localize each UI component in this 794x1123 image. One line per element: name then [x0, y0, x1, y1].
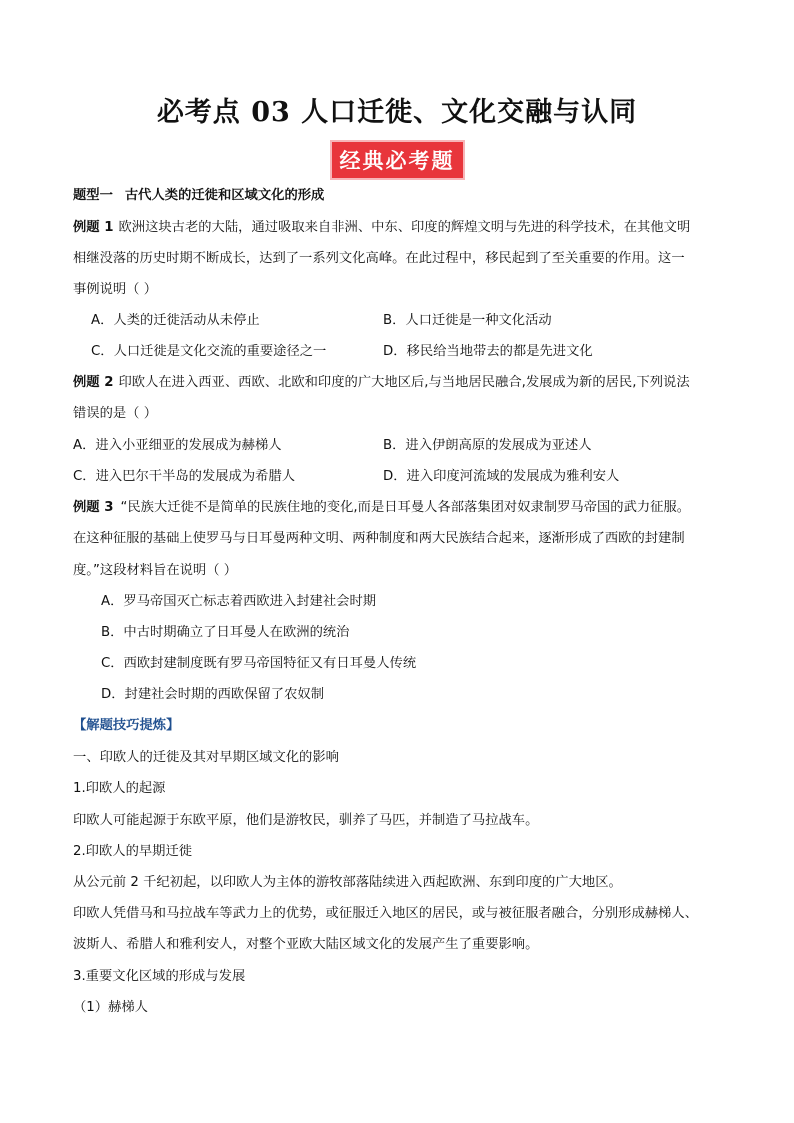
badge-container [0, 142, 794, 178]
q1-option-c: C．人口迁徙是文化交流的重要途径之一 [91, 344, 327, 359]
classic-question-badge: 经典必考题 [332, 142, 463, 178]
section-heading [73, 187, 324, 205]
tips-subheading-2: 2.印欧人的早期迁徙 [73, 844, 193, 859]
tips-heading: 【解题技巧提炼】 [73, 718, 180, 733]
tips-paragraph-3b: 波斯人、希腊人和雅利安人，对整个亚欧大陆区域文化的发展产生了重要影响。 [73, 937, 539, 952]
tips-heading-1: 一、印欧人的迁徙及其对早期区域文化的影响 [73, 750, 339, 765]
q1-line1 [73, 219, 690, 237]
q2-option-d: D．进入印度河流域的发展成为雅利安人 [383, 469, 620, 484]
q2-line1 [73, 374, 690, 392]
q3-line1 [73, 499, 690, 517]
q3-label: 例题 3 [73, 500, 114, 515]
q2-line2: 错误的是（ ） [73, 406, 158, 421]
q3-option-d: D．封建社会时期的西欧保留了农奴制 [101, 687, 324, 702]
q3-option-a: A．罗马帝国灭亡标志着西欧进入封建社会时期 [101, 594, 377, 609]
q1-option-b: B．人口迁徙是一种文化活动 [383, 313, 552, 328]
tips-subheading-3: 3.重要文化区域的形成与发展 [73, 969, 246, 984]
tips-paragraph-1: 印欧人可能起源于东欧平原，他们是游牧民，驯养了马匹，并制造了马拉战车。 [73, 813, 539, 828]
q3-option-b: B．中古时期确立了日耳曼人在欧洲的统治 [101, 625, 350, 640]
q1-option-d: D．移民给当地带去的都是先进文化 [383, 344, 593, 359]
q1-line2: 相继没落的历史时期不断成长，达到了一系列文化高峰。在此过程中，移民起到了至关重要的作用。这一 [73, 251, 685, 266]
q2-text-1: 印欧人在进入西亚、西欧、北欧和印度的广大地区后,与当地居民融合,发展成为新的居民,下列说法 [118, 375, 690, 390]
q3-option-c: C．西欧封建制度既有罗马帝国特征又有日耳曼人传统 [101, 656, 417, 671]
q3-line3: 度。”这段材料旨在说明（ ） [73, 563, 238, 578]
q2-option-c: C．进入巴尔干半岛的发展成为希腊人 [73, 469, 296, 484]
q2-option-b: B．进入伊朗高原的发展成为亚述人 [383, 438, 592, 453]
tips-subheading-4: （1）赫梯人 [73, 1000, 148, 1015]
q1-line3: 事例说明（ ） [73, 282, 158, 297]
q3-text-1: “民族大迁徙不是简单的民族住地的变化,而是日耳曼人各部落集团对奴隶制罗马帝国的武力征服。 [120, 500, 691, 515]
q2-label: 例题 2 [73, 375, 114, 390]
q1-label: 例题 1 [73, 220, 114, 235]
section-title: 古代人类的迁徙和区域文化的形成 [124, 188, 325, 203]
section-label: 题型一 [73, 188, 113, 203]
page-title: 必考点 03 人口迁徙、文化交融与认同 [156, 97, 638, 128]
tips-subheading-1: 1.印欧人的起源 [73, 781, 166, 796]
tips-paragraph-3a: 印欧人凭借马和马拉战车等武力上的优势，或征服迁入地区的居民，或与被征服者融合，分别形成赫梯人、 [73, 906, 698, 921]
q3-line2: 在这种征服的基础上使罗马与日耳曼两种文明、两种制度和两大民族结合起来，逐渐形成了西欧的封建制 [73, 531, 685, 546]
q2-option-a: A．进入小亚细亚的发展成为赫梯人 [73, 438, 282, 453]
q1-text-1: 欧洲这块古老的大陆，通过吸取来自非洲、中东、印度的辉煌文明与先进的科学技术，在其他文明 [118, 220, 691, 235]
tips-paragraph-2: 从公元前 2 千纪初起，以印欧人为主体的游牧部落陆续进入西起欧洲、东到印度的广大地区。 [73, 875, 622, 890]
q1-option-a: A．人类的迁徙活动从未停止 [91, 313, 260, 328]
